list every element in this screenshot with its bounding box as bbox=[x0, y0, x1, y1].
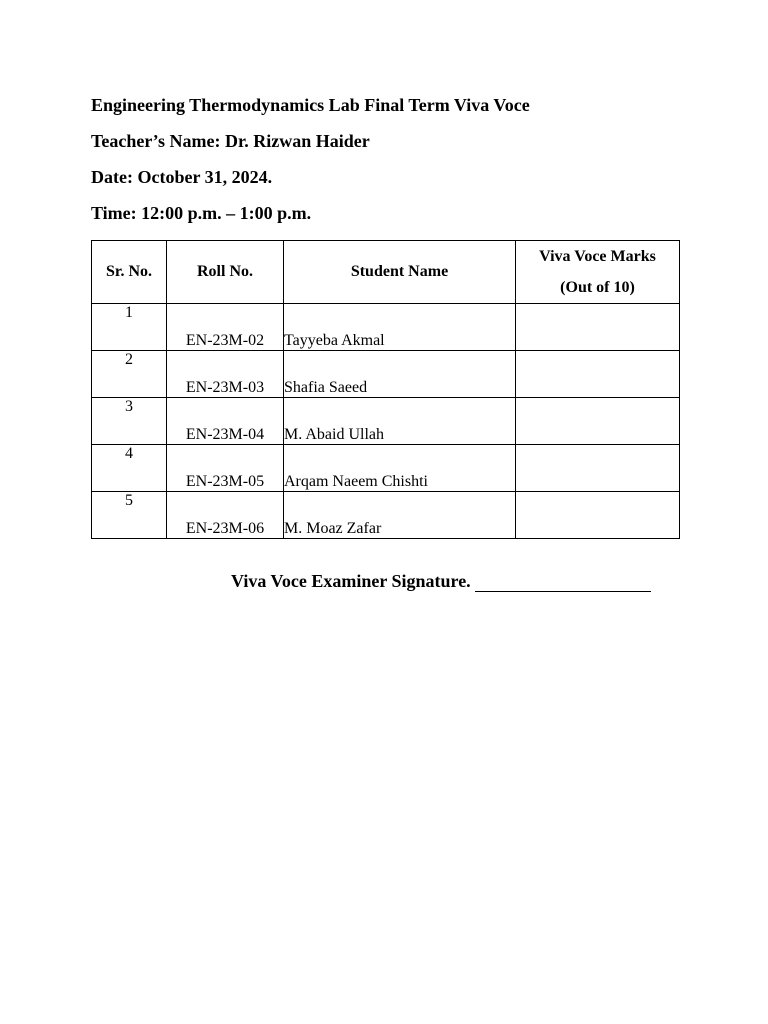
sr-no-cell: 5 bbox=[92, 492, 167, 539]
marks-cell[interactable] bbox=[516, 351, 680, 398]
exam-date: Date: October 31, 2024. bbox=[91, 167, 273, 187]
marks-cell[interactable] bbox=[516, 304, 680, 351]
document-title: Engineering Thermodynamics Lab Final Term Viva Voce bbox=[91, 95, 530, 115]
roll-no-cell: EN-23M-04 bbox=[167, 398, 284, 445]
marks-header-line2: (Out of 10) bbox=[560, 279, 635, 296]
student-name-cell: Shafia Saeed bbox=[284, 351, 516, 398]
viva-roster-table bbox=[91, 240, 680, 539]
student-name-cell: M. Moaz Zafar bbox=[284, 492, 516, 539]
table-row bbox=[92, 351, 680, 398]
table-row bbox=[92, 398, 680, 445]
sr-no-cell: 3 bbox=[92, 398, 167, 445]
roll-no-cell: EN-23M-05 bbox=[167, 445, 284, 492]
table-header-row bbox=[92, 241, 680, 304]
teacher-name: Teacher’s Name: Dr. Rizwan Haider bbox=[91, 131, 370, 151]
sr-no-cell: 4 bbox=[92, 445, 167, 492]
table-row bbox=[92, 492, 680, 539]
column-header-roll-no: Roll No. bbox=[167, 241, 284, 304]
roll-no-cell: EN-23M-02 bbox=[167, 304, 284, 351]
sr-no-cell: 1 bbox=[92, 304, 167, 351]
roll-no-cell: EN-23M-03 bbox=[167, 351, 284, 398]
examiner-signature-line bbox=[231, 570, 651, 592]
sr-no-cell: 2 bbox=[92, 351, 167, 398]
signature-label: Viva Voce Examiner Signature. bbox=[231, 571, 471, 591]
student-name-cell: Arqam Naeem Chishti bbox=[284, 445, 516, 492]
marks-cell[interactable] bbox=[516, 445, 680, 492]
student-name-cell: Tayyeba Akmal bbox=[284, 304, 516, 351]
roll-no-cell: EN-23M-06 bbox=[167, 492, 284, 539]
table-row bbox=[92, 445, 680, 492]
exam-time: Time: 12:00 p.m. – 1:00 p.m. bbox=[91, 203, 312, 223]
marks-cell[interactable] bbox=[516, 492, 680, 539]
column-header-viva-marks bbox=[516, 241, 680, 304]
table-row bbox=[92, 304, 680, 351]
signature-blank[interactable] bbox=[475, 572, 651, 592]
marks-header-line1: Viva Voce Marks bbox=[539, 248, 656, 265]
column-header-student-name: Student Name bbox=[284, 241, 516, 304]
marks-cell[interactable] bbox=[516, 398, 680, 445]
student-name-cell: M. Abaid Ullah bbox=[284, 398, 516, 445]
column-header-sr-no: Sr. No. bbox=[92, 241, 167, 304]
